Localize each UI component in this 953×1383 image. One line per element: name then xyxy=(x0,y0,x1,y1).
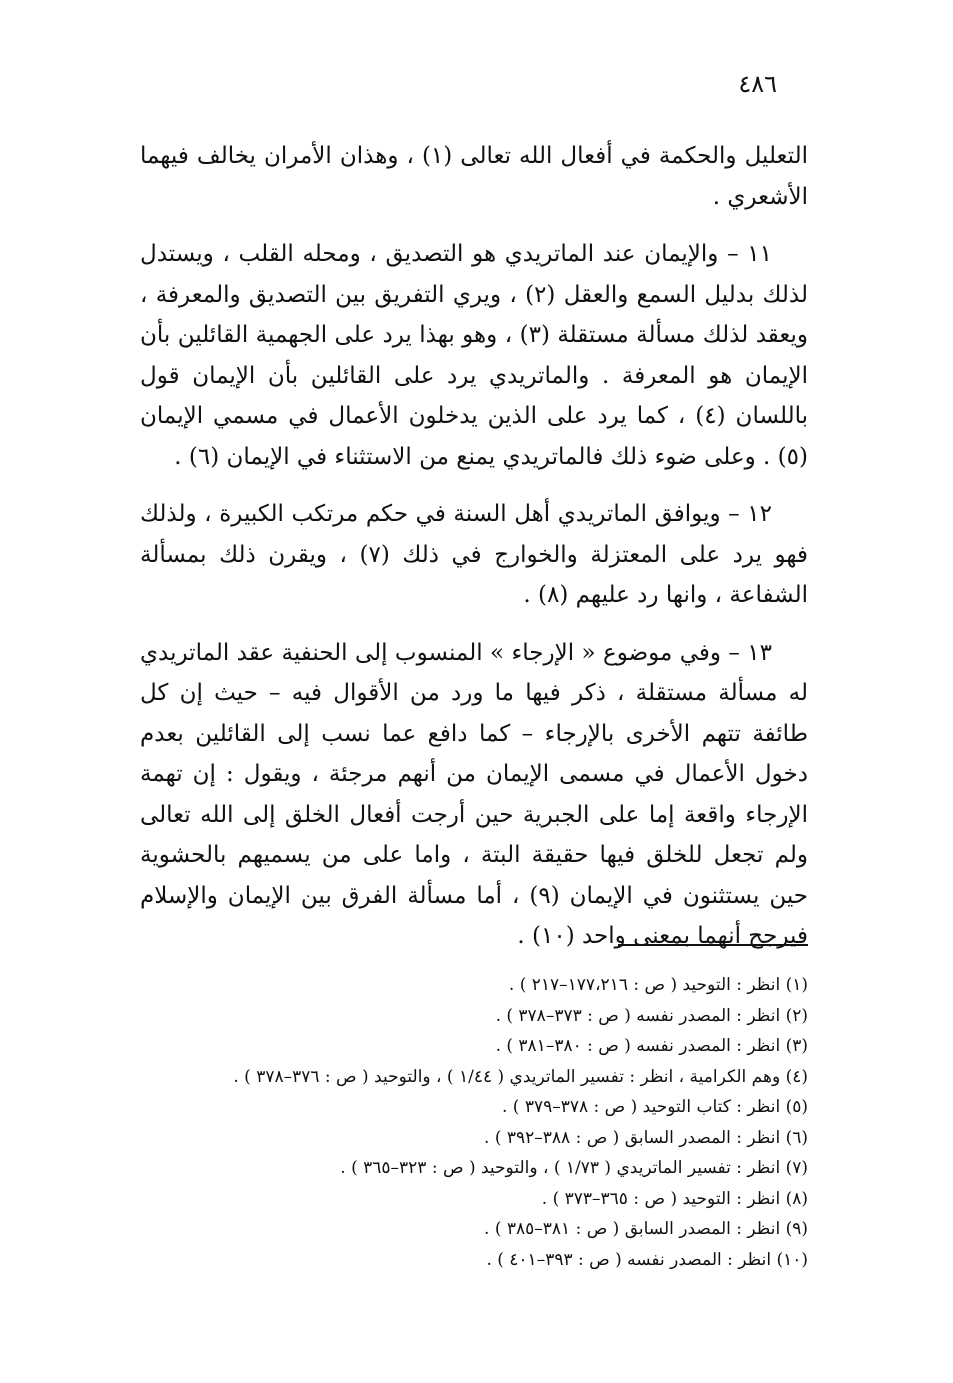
footnote-1: (١) انظر : التوحيد ( ص : ١٧٧،٢١٦–٢١٧ ) . xyxy=(508,975,808,995)
footnote-5: (٥) انظر : كتاب التوحيد ( ص : ٣٧٨–٣٧٩ ) . xyxy=(501,1097,808,1117)
footnote-3: (٣) انظر : المصدر نفسه ( ص : ٣٨٠–٣٨١ ) . xyxy=(495,1036,808,1056)
paragraph-12: ١٢ – ويوافق الماتريدي أهل السنة في حكم مرتكب الكبيرة ، ولذلك فهو يرد على المعتزلة والخوارج في ذلك (٧) ، ويقرن ذلك بمسألة الشفاعة ، وانها رد عليهم (٨) . xyxy=(140,501,809,608)
footnote-7: (٧) انظر : تفسير الماتريدي ( ١/٧٣ ) ، والتوحيد ( ص : ٣٢٣–٣٦٥ ) . xyxy=(340,1158,808,1178)
footnote-divider xyxy=(618,944,808,946)
footnote-4: (٤) وهم الكرامية ، انظر : تفسير الماتريدي ( ١/٤٤ ) ، والتوحيد ( ص : ٣٧٦–٣٧٨ ) . xyxy=(233,1066,808,1087)
footnote-6: (٦) انظر : المصدر السابق ( ص : ٣٨٨–٣٩٢ ) . xyxy=(484,1127,808,1148)
page-number: ٤٨٦ xyxy=(738,70,777,98)
footnote-2: (٢) انظر : المصدر نفسه ( ص : ٣٧٣–٣٧٨ ) . xyxy=(495,1005,808,1026)
footnotes-list xyxy=(128,970,808,1275)
paragraph-13: ١٣ – وفي موضوع « الإرجاء » المنسوب إلى الحنفية عقد الماتريدي له مسألة مستقلة ، ذكر فيها ما ورد من الأقوال فيه – حيث إن كل طائفة تتهم الأخرى بالإرجاء – كما دافع عما نسب إلى القائلين بعدم دخول الأعمال في مسمى الإيمان من أنهم مرجئة ، ويقول : إن تهمة الإرجاء واقعة إما على الجبرية حين أرجت أفعال الخلق إلى الله تعالى ولم تجعل للخلق فيها حقيقة البتة ، واما على من يسميهم بالحشوية حين يستثنون في الإيمان (٩) ، أما مسألة الفرق بين الإيمان والإسلام فيرجح أنهما بمعنى واحد (١٠) . xyxy=(140,639,808,949)
main-text xyxy=(140,136,808,974)
paragraph-continuation: التعليل والحكمة في أفعال الله تعالى (١) ، وهذان الأمران يخالف فيهما الأشعري . xyxy=(140,143,808,210)
footnote-8: (٨) انظر : التوحيد ( ص : ٣٦٥–٣٧٣ ) . xyxy=(541,1188,808,1209)
footnote-10: (١٠) انظر : المصدر نفسه ( ص : ٣٩٣–٤٠١ ) . xyxy=(486,1249,808,1270)
footnote-9: (٩) انظر : المصدر السابق ( ص : ٣٨١–٣٨٥ ) . xyxy=(484,1219,808,1239)
paragraph-11: ١١ – والإيمان عند الماتريدي هو التصديق ، ومحله القلب ، ويستدل لذلك بدليل السمع والعقل (٢) ، ويري التفريق بين التصديق والمعرفة ، ويعقد لذلك مسألة مستقلة (٣) ، وهو بهذا يرد على الجهمية القائلين بأن الإيمان هو المعرفة . والماتريدي يرد على القائلين بأن الإيمان قول باللسان (٤) ، كما يرد على الذين يدخلون الأعمال في مسمي الإيمان (٥) . وعلى ضوء ذلك فالماتريدي يمنع من الاستثناء في الإيمان (٦) . xyxy=(140,241,809,470)
